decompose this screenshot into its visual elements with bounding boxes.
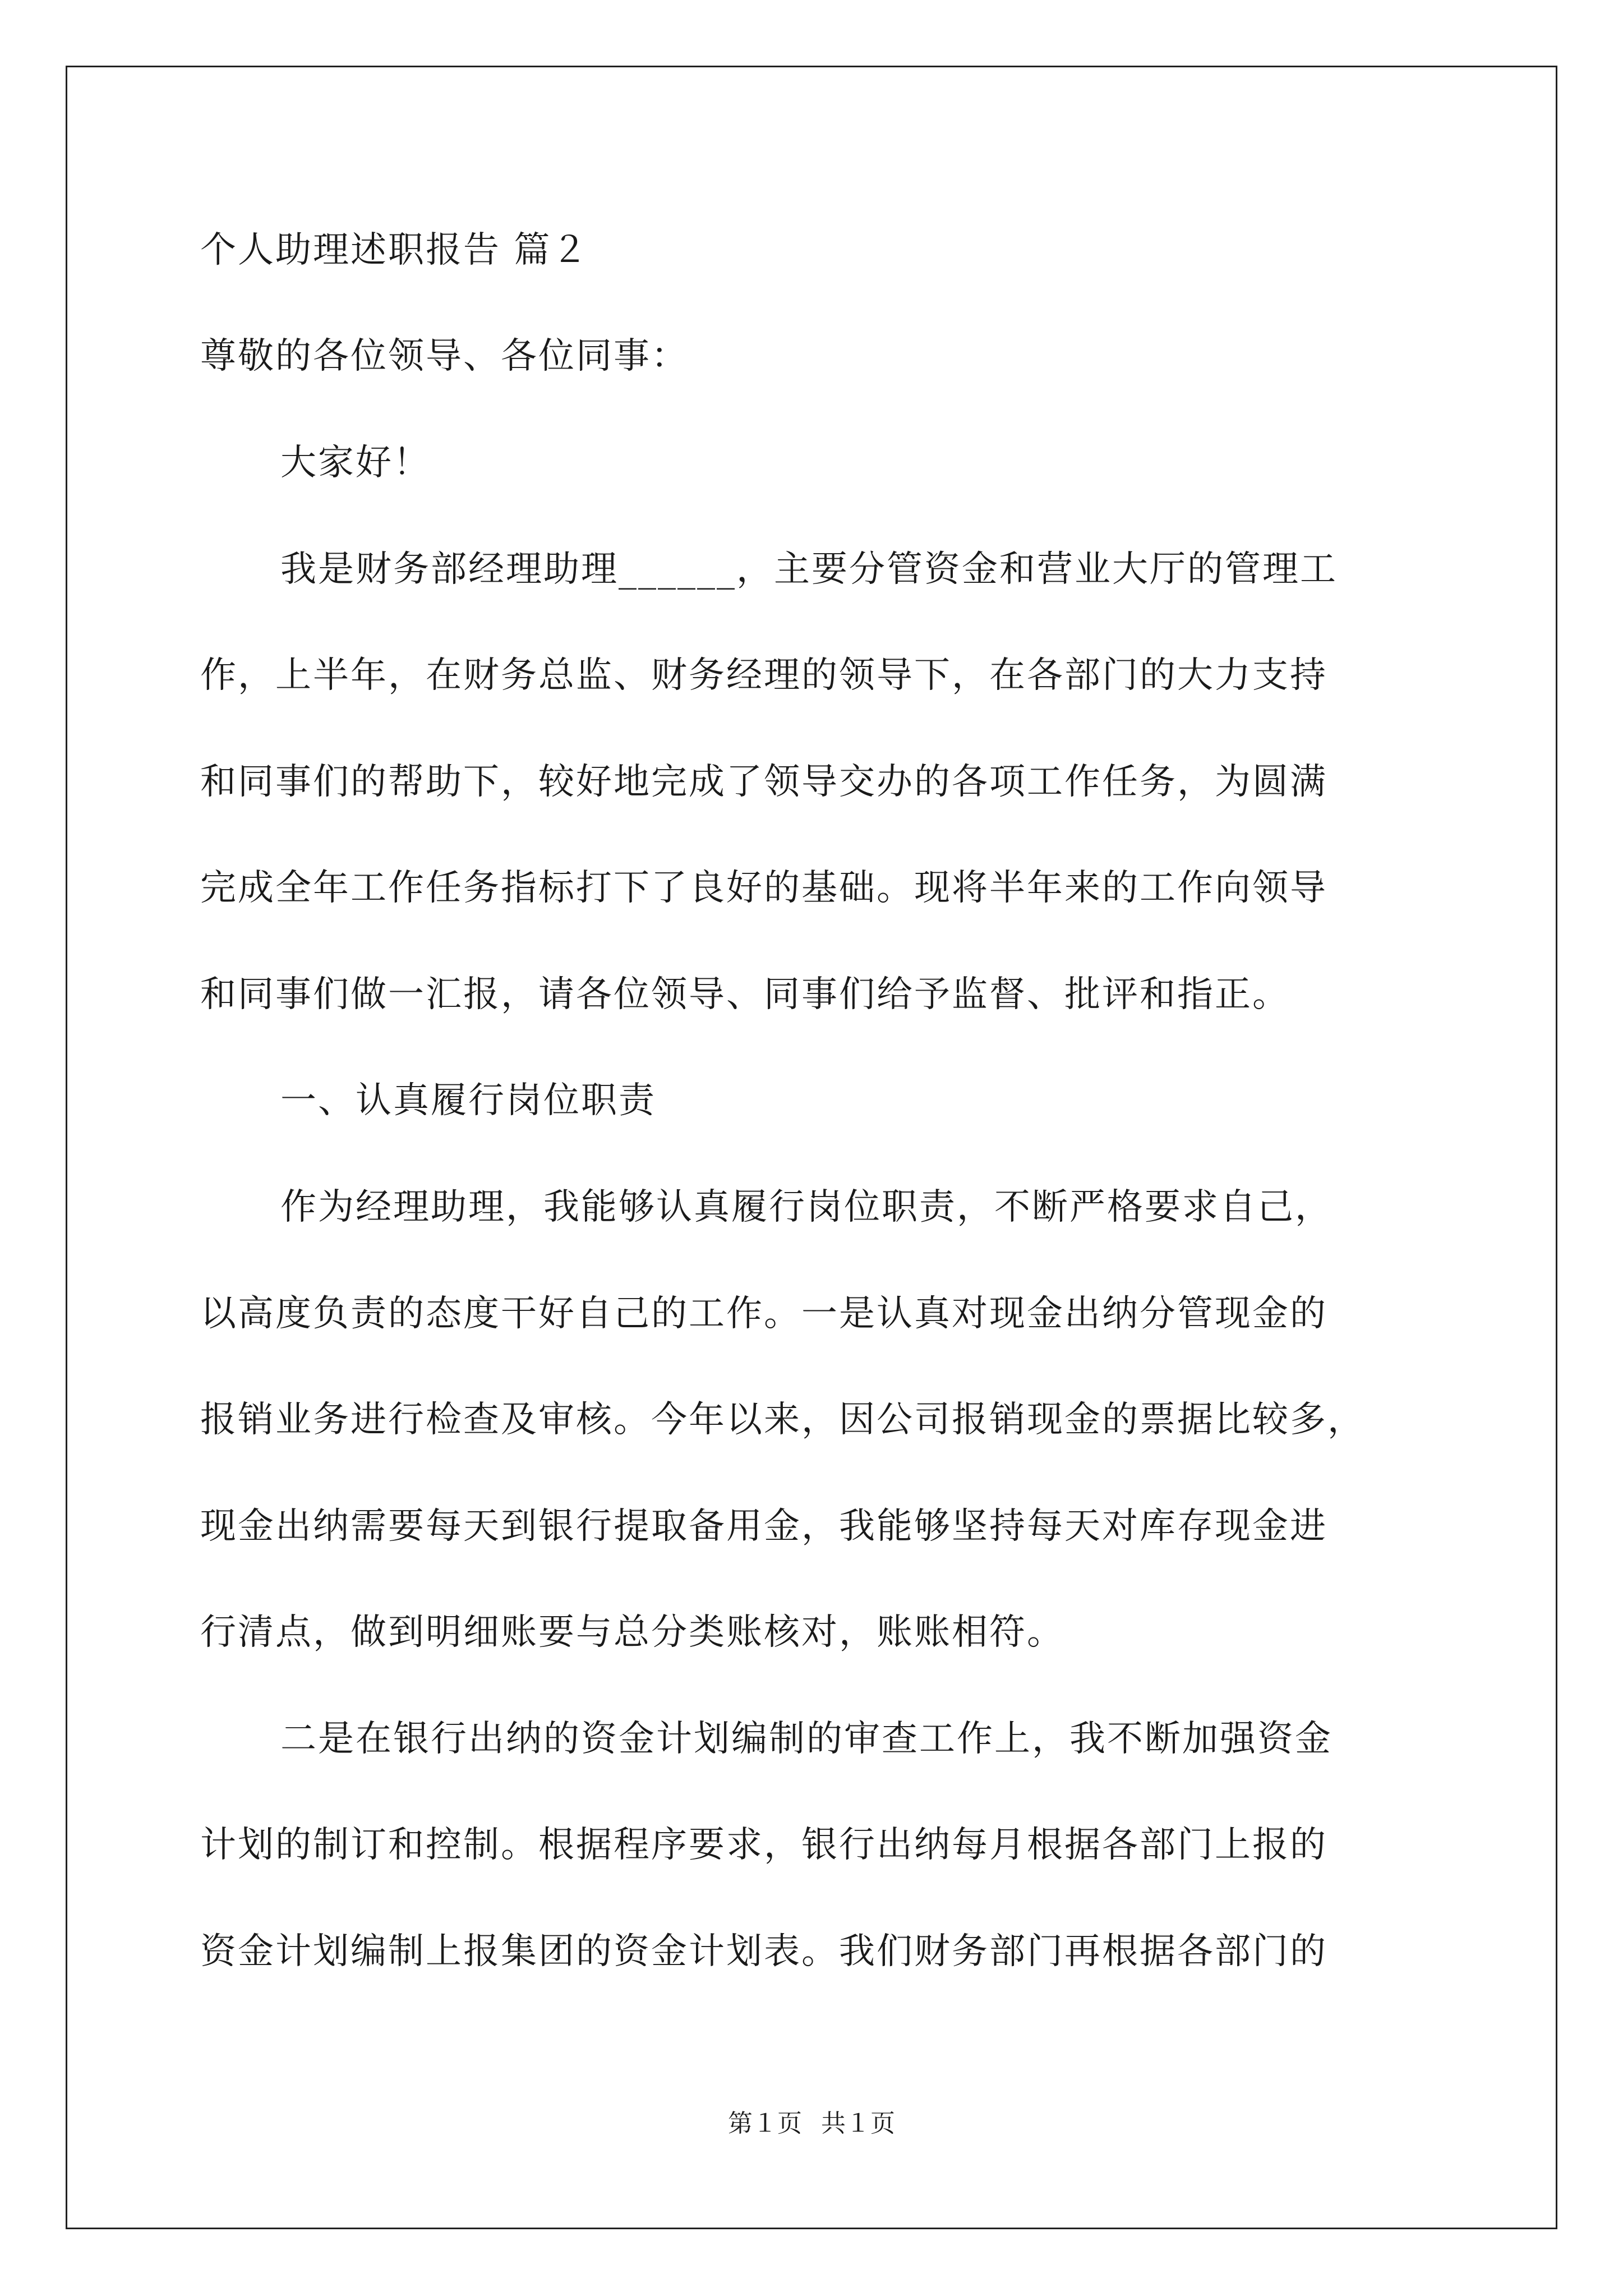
paragraph-line: 和同事们做一汇报，请各位领导、同事们给予监督、批评和指正。	[200, 974, 1290, 1015]
paragraph-line: 和同事们的帮助下，较好地完成了领导交办的各项工作任务，为圆满	[200, 761, 1327, 803]
page-border	[66, 66, 1557, 2229]
page-number: 第１页	[728, 2109, 802, 2138]
paragraph-line: 报销业务进行检查及审核。今年以来，因公司报销现金的票据比较多，	[200, 1399, 1365, 1441]
document-title: 个人助理述职报告 篇２	[200, 229, 589, 271]
paragraph-line: 完成全年工作任务指标打下了良好的基础。现将半年来的工作向领导	[200, 867, 1327, 909]
paragraph-line: 我是财务部经理助理______，主要分管资金和营业大厅的管理工	[280, 549, 1338, 590]
paragraph-line: 资金计划编制上报集团的资金计划表。我们财务部门再根据各部门的	[200, 1931, 1327, 1972]
paragraph-line: 二是在银行出纳的资金计划编制的审查工作上，我不断加强资金	[280, 1718, 1332, 1760]
paragraph-line: 作，上半年，在财务总监、财务经理的领导下，在各部门的大力支持	[200, 655, 1327, 696]
paragraph-line: 现金出纳需要每天到银行提取备用金，我能够坚持每天对库存现金进	[200, 1506, 1327, 1547]
paragraph-line: 计划的制订和控制。根据程序要求，银行出纳每月根据各部门上报的	[200, 1824, 1327, 1866]
paragraph-line: 作为经理助理，我能够认真履行岗位职责，不断严格要求自己，	[280, 1186, 1332, 1228]
section-heading: 一、认真履行岗位职责	[280, 1080, 656, 1121]
paragraph-line: 行清点，做到明细账要与总分类账核对，账账相符。	[200, 1612, 1064, 1653]
page-footer	[0, 2108, 1623, 2139]
greeting: 大家好！	[280, 442, 431, 484]
salutation: 尊敬的各位领导、各位同事：	[200, 335, 689, 377]
paragraph-line: 以高度负责的态度干好自己的工作。一是认真对现金出纳分管现金的	[200, 1293, 1327, 1335]
page-total: 共１页	[821, 2109, 895, 2138]
